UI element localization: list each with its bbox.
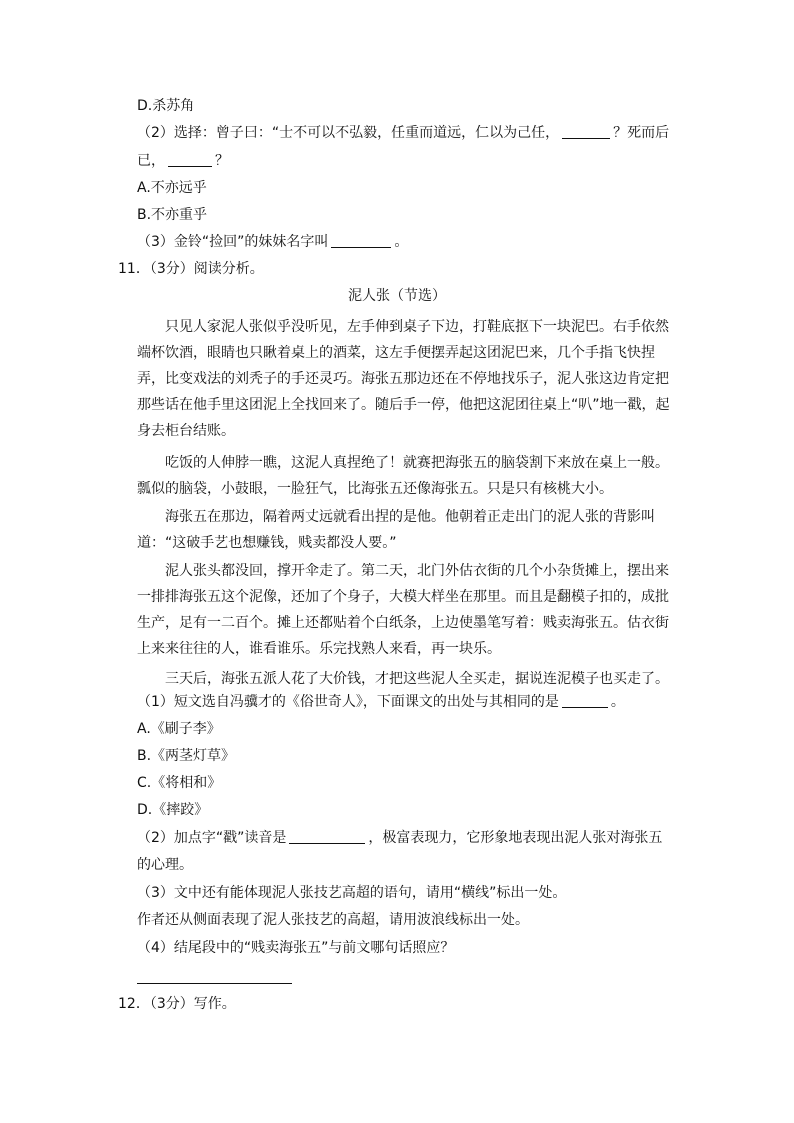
passage-paragraph-1: 只见人家泥人张似乎没听见，左手伸到桌子下边，打鞋底抠下一块泥巴。右手依然端杯饮酒，眼睛也只瞅着桌上的酒菜，这左手便摆弄起这团泥巴来，几个手指飞快捏弄，比变戏法的刘秃子的手还灵巧。海张五那边还在不停地找乐子，泥人张这边肯定把那些话在他手里这团泥上全找回来了。随后手一停，他把这泥团往桌上“叭”地一戳，起身去柜台结账。 bbox=[137, 319, 670, 439]
option-a: A.不亦远乎 bbox=[137, 180, 207, 196]
text: （3）金铃“捡回”的妹妹名字叫 bbox=[137, 234, 329, 250]
answer-line[interactable] bbox=[137, 983, 292, 984]
text: （1）短文选自冯骥才的《俗世奇人》，下面课文的出处与其相同的是 bbox=[137, 694, 559, 710]
text: （2）加点字“戳”读音是 bbox=[137, 830, 287, 846]
text: ？ bbox=[215, 153, 229, 169]
question-11-heading: 11．（3分）阅读分析。 bbox=[118, 261, 264, 277]
passage-paragraph-5: 三天后，海张五派人花了大价钱，才把这些泥人全买走，据说连泥模子也买走了。 bbox=[165, 671, 669, 687]
subquestion-2-line1 bbox=[137, 124, 675, 142]
text: 。 bbox=[394, 234, 409, 250]
option-b: B.《两茎灯草》 bbox=[137, 748, 236, 764]
answer-blank[interactable] bbox=[289, 829, 365, 844]
answer-blank[interactable] bbox=[168, 152, 212, 167]
subquestion-2-line2: 的心理。 bbox=[137, 857, 193, 873]
passage-paragraph-3: 海张五在那边，隔着两丈远就看出捏的是他。他朝着正走出门的泥人张的背影叫道：“这破手艺也想赚钱，贱卖都没人要。” bbox=[137, 509, 655, 551]
subquestion-2-line2 bbox=[137, 152, 675, 170]
option-d: D.《摔跤》 bbox=[137, 802, 209, 818]
option-d: D.杀苏角 bbox=[137, 98, 195, 114]
passage-paragraph-4: 泥人张头都没回，撑开伞走了。第二天，北门外估衣街的几个小杂货摊上，摆出来一排排海张五这个泥像，还加了个身子，大模大样坐在那里。而且是翻模子扣的，成批生产，足有一二百个。摊上还都贴着个白纸条，上边使墨笔写着：贱卖海张五。估衣街上来来往往的人，谁看谁乐。乐完找熟人来看，再一块乐。 bbox=[137, 563, 669, 657]
subquestion-4: （4）结尾段中的“贱卖海张五”与前文哪句话照应？ bbox=[137, 940, 455, 956]
option-c: C.《将相和》 bbox=[137, 775, 222, 791]
passage-title: 泥人张（节选） bbox=[348, 288, 446, 304]
option-b: B.不亦重乎 bbox=[137, 207, 208, 223]
subquestion-3-part2: 作者还从侧面表现了泥人张技艺的高超，请用波浪线标出一处。 bbox=[137, 912, 529, 928]
subquestion-2-pronunciation bbox=[137, 829, 675, 847]
text: ，极富表现力，它形象地表现出泥人张对海张五 bbox=[368, 830, 663, 846]
passage-paragraph-2: 吃饭的人伸脖一瞧，这泥人真捏绝了！就赛把海张五的脑袋割下来放在桌上一般。瓢似的脑袋，小鼓眼，一脸狂气，比海张五还像海张五。只是只有核桃大小。 bbox=[137, 455, 669, 497]
subquestion-1 bbox=[137, 693, 675, 711]
text: ？死而后 bbox=[613, 125, 670, 141]
answer-blank[interactable] bbox=[331, 233, 391, 248]
answer-blank[interactable] bbox=[562, 124, 610, 139]
question-12-heading: 12．（3分）写作。 bbox=[118, 996, 236, 1012]
text: （2）选择：曾子曰：“士不可以不弘毅，任重而道远，仁以为己任， bbox=[137, 125, 560, 141]
text: 已， bbox=[137, 153, 165, 169]
subquestion-3 bbox=[137, 233, 675, 251]
answer-blank[interactable] bbox=[562, 693, 608, 708]
option-a: A.《刷子李》 bbox=[137, 721, 221, 737]
text: 。 bbox=[610, 694, 625, 710]
subquestion-3: （3）文中还有能体现泥人张技艺高超的语句，请用“横线”标出一处。 bbox=[137, 885, 567, 901]
